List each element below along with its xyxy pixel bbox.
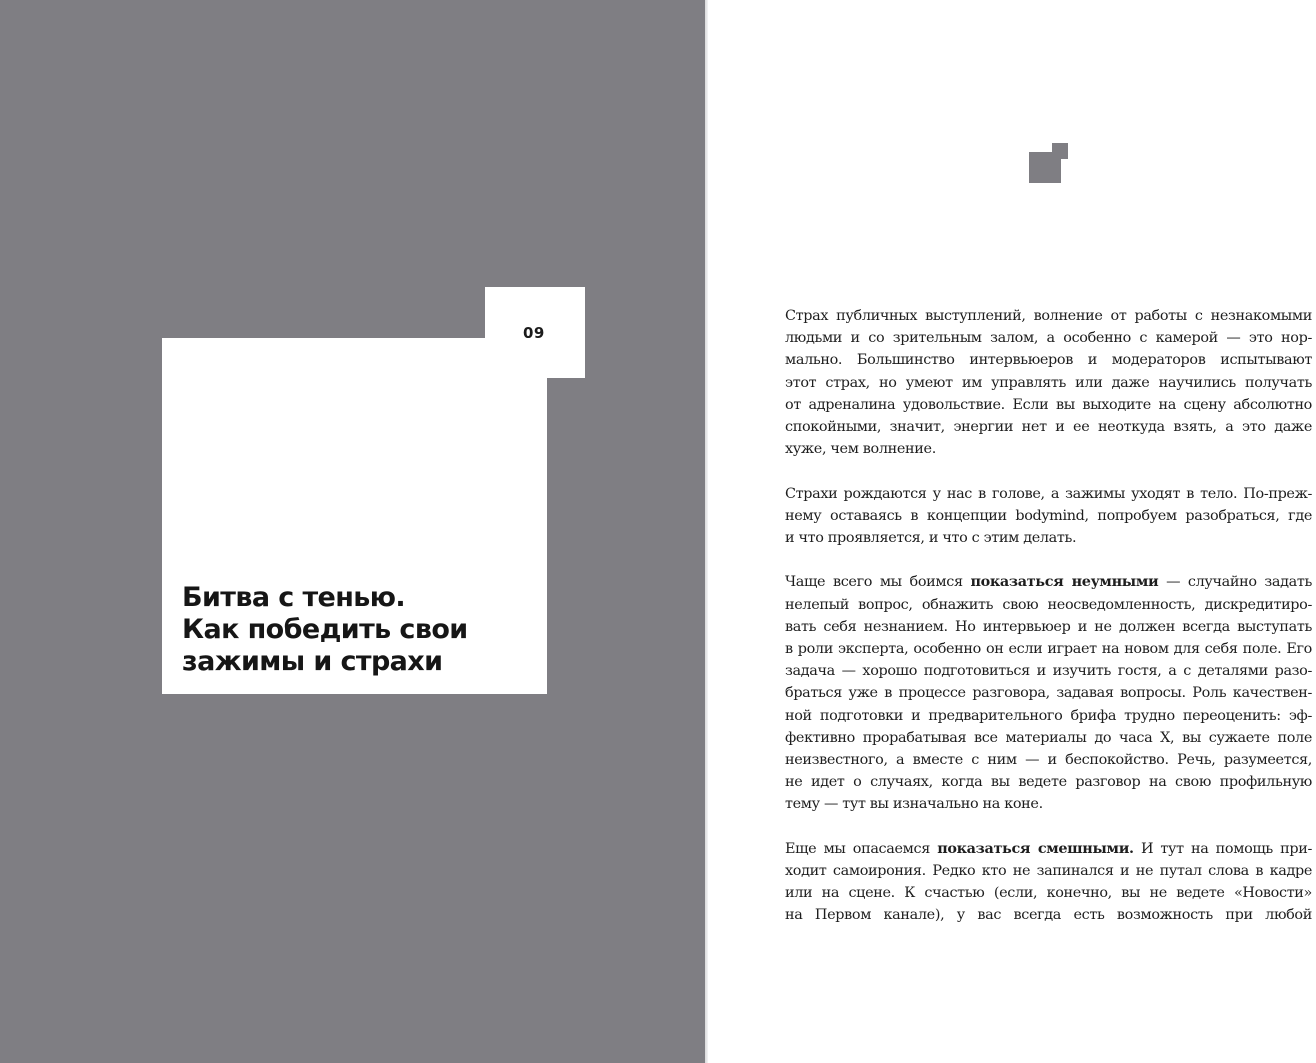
text-run: И тут на помощь при- xyxy=(1133,840,1312,857)
text-run: Чаще всего мы боимся xyxy=(785,574,971,591)
paragraph-2 xyxy=(785,483,1312,550)
chapter-title-line: Битва с тенью. xyxy=(182,582,406,613)
chapter-title-line: зажимы и страхи xyxy=(182,646,443,677)
text-line xyxy=(785,838,1312,860)
text-line: нелепый вопрос, обнажить свою неосведомленность, дискредитиро- xyxy=(785,596,1312,613)
text-line: нему оставаясь в концепции bodymind, попробуем разобраться, где xyxy=(785,507,1312,524)
square-ornament-icon xyxy=(1029,143,1069,183)
text-line: и что проявляется, и что с этим делать. xyxy=(785,530,1077,547)
text-run: Еще мы опасаемся xyxy=(785,840,938,857)
paragraph-3 xyxy=(785,571,1312,815)
text-line: не идет о случаях, когда вы ведете разговор на свою профильную xyxy=(785,774,1312,791)
text-line: или на сцене. К счастью (если, конечно, вы не ведете «Новости» xyxy=(785,885,1312,902)
chapter-title xyxy=(182,582,542,678)
text-line xyxy=(785,571,1312,593)
text-line: фективно прорабатывая все материалы до часа X, вы сужаете поле xyxy=(785,729,1312,746)
text-line: Страхи рождаются у нас в голове, а зажимы уходят в тело. По-преж- xyxy=(785,485,1312,502)
emphasis-text: показаться неумными xyxy=(970,573,1159,591)
paragraph-4 xyxy=(785,838,1312,927)
text-line: вать себя незнанием. Но интервьюер и не должен всегда выступать xyxy=(785,618,1312,635)
text-line: людьми и со зрительным залом, а особенно с камерой — это нор- xyxy=(785,330,1312,347)
chapter-number: 09 xyxy=(523,324,545,342)
text-run: — случайно задать xyxy=(1158,574,1312,591)
ornament-small-square xyxy=(1052,143,1068,159)
text-line: хуже, чем волнение. xyxy=(785,441,936,458)
text-line: ной подготовки и предварительного брифа трудно переоценить: эф- xyxy=(785,707,1312,724)
text-line: задача — хорошо подготовиться и изучить гостя, а с деталями разо- xyxy=(785,663,1312,680)
text-line: браться уже в процессе разговора, задавая вопросы. Роль качествен- xyxy=(785,685,1312,702)
chapter-title-line: Как победить свои xyxy=(182,614,468,645)
text-line: ходит самоирония. Редко кто не запинался и не путал слова в кадре xyxy=(785,863,1312,880)
text-line: на Первом канале), у вас всегда есть возможность при любой xyxy=(785,907,1312,924)
emphasis-text: показаться смешными. xyxy=(937,839,1134,857)
paragraph-1 xyxy=(785,305,1312,460)
text-line: неизвестного, а вместе с ним — и беспокойство. Речь, разумеется, xyxy=(785,752,1312,769)
text-line: этот страх, но умеют им управлять или даже научились получать xyxy=(785,374,1312,391)
text-line: тему — тут вы изначально на коне. xyxy=(785,796,1043,813)
text-line: мально. Большинство интервьюеров и модераторов испытывают xyxy=(785,352,1312,369)
text-line: спокойными, значит, энергии нет и ее неоткуда взять, а это даже xyxy=(785,419,1312,436)
body-text xyxy=(785,305,1312,949)
text-line: от адреналина удовольствие. Если вы выходите на сцену абсолютно xyxy=(785,396,1312,413)
text-line: в роли эксперта, особенно он если играет на новом для себя поле. Его xyxy=(785,641,1312,658)
text-line: Страх публичных выступлений, волнение от работы с незнакомыми xyxy=(785,308,1312,324)
